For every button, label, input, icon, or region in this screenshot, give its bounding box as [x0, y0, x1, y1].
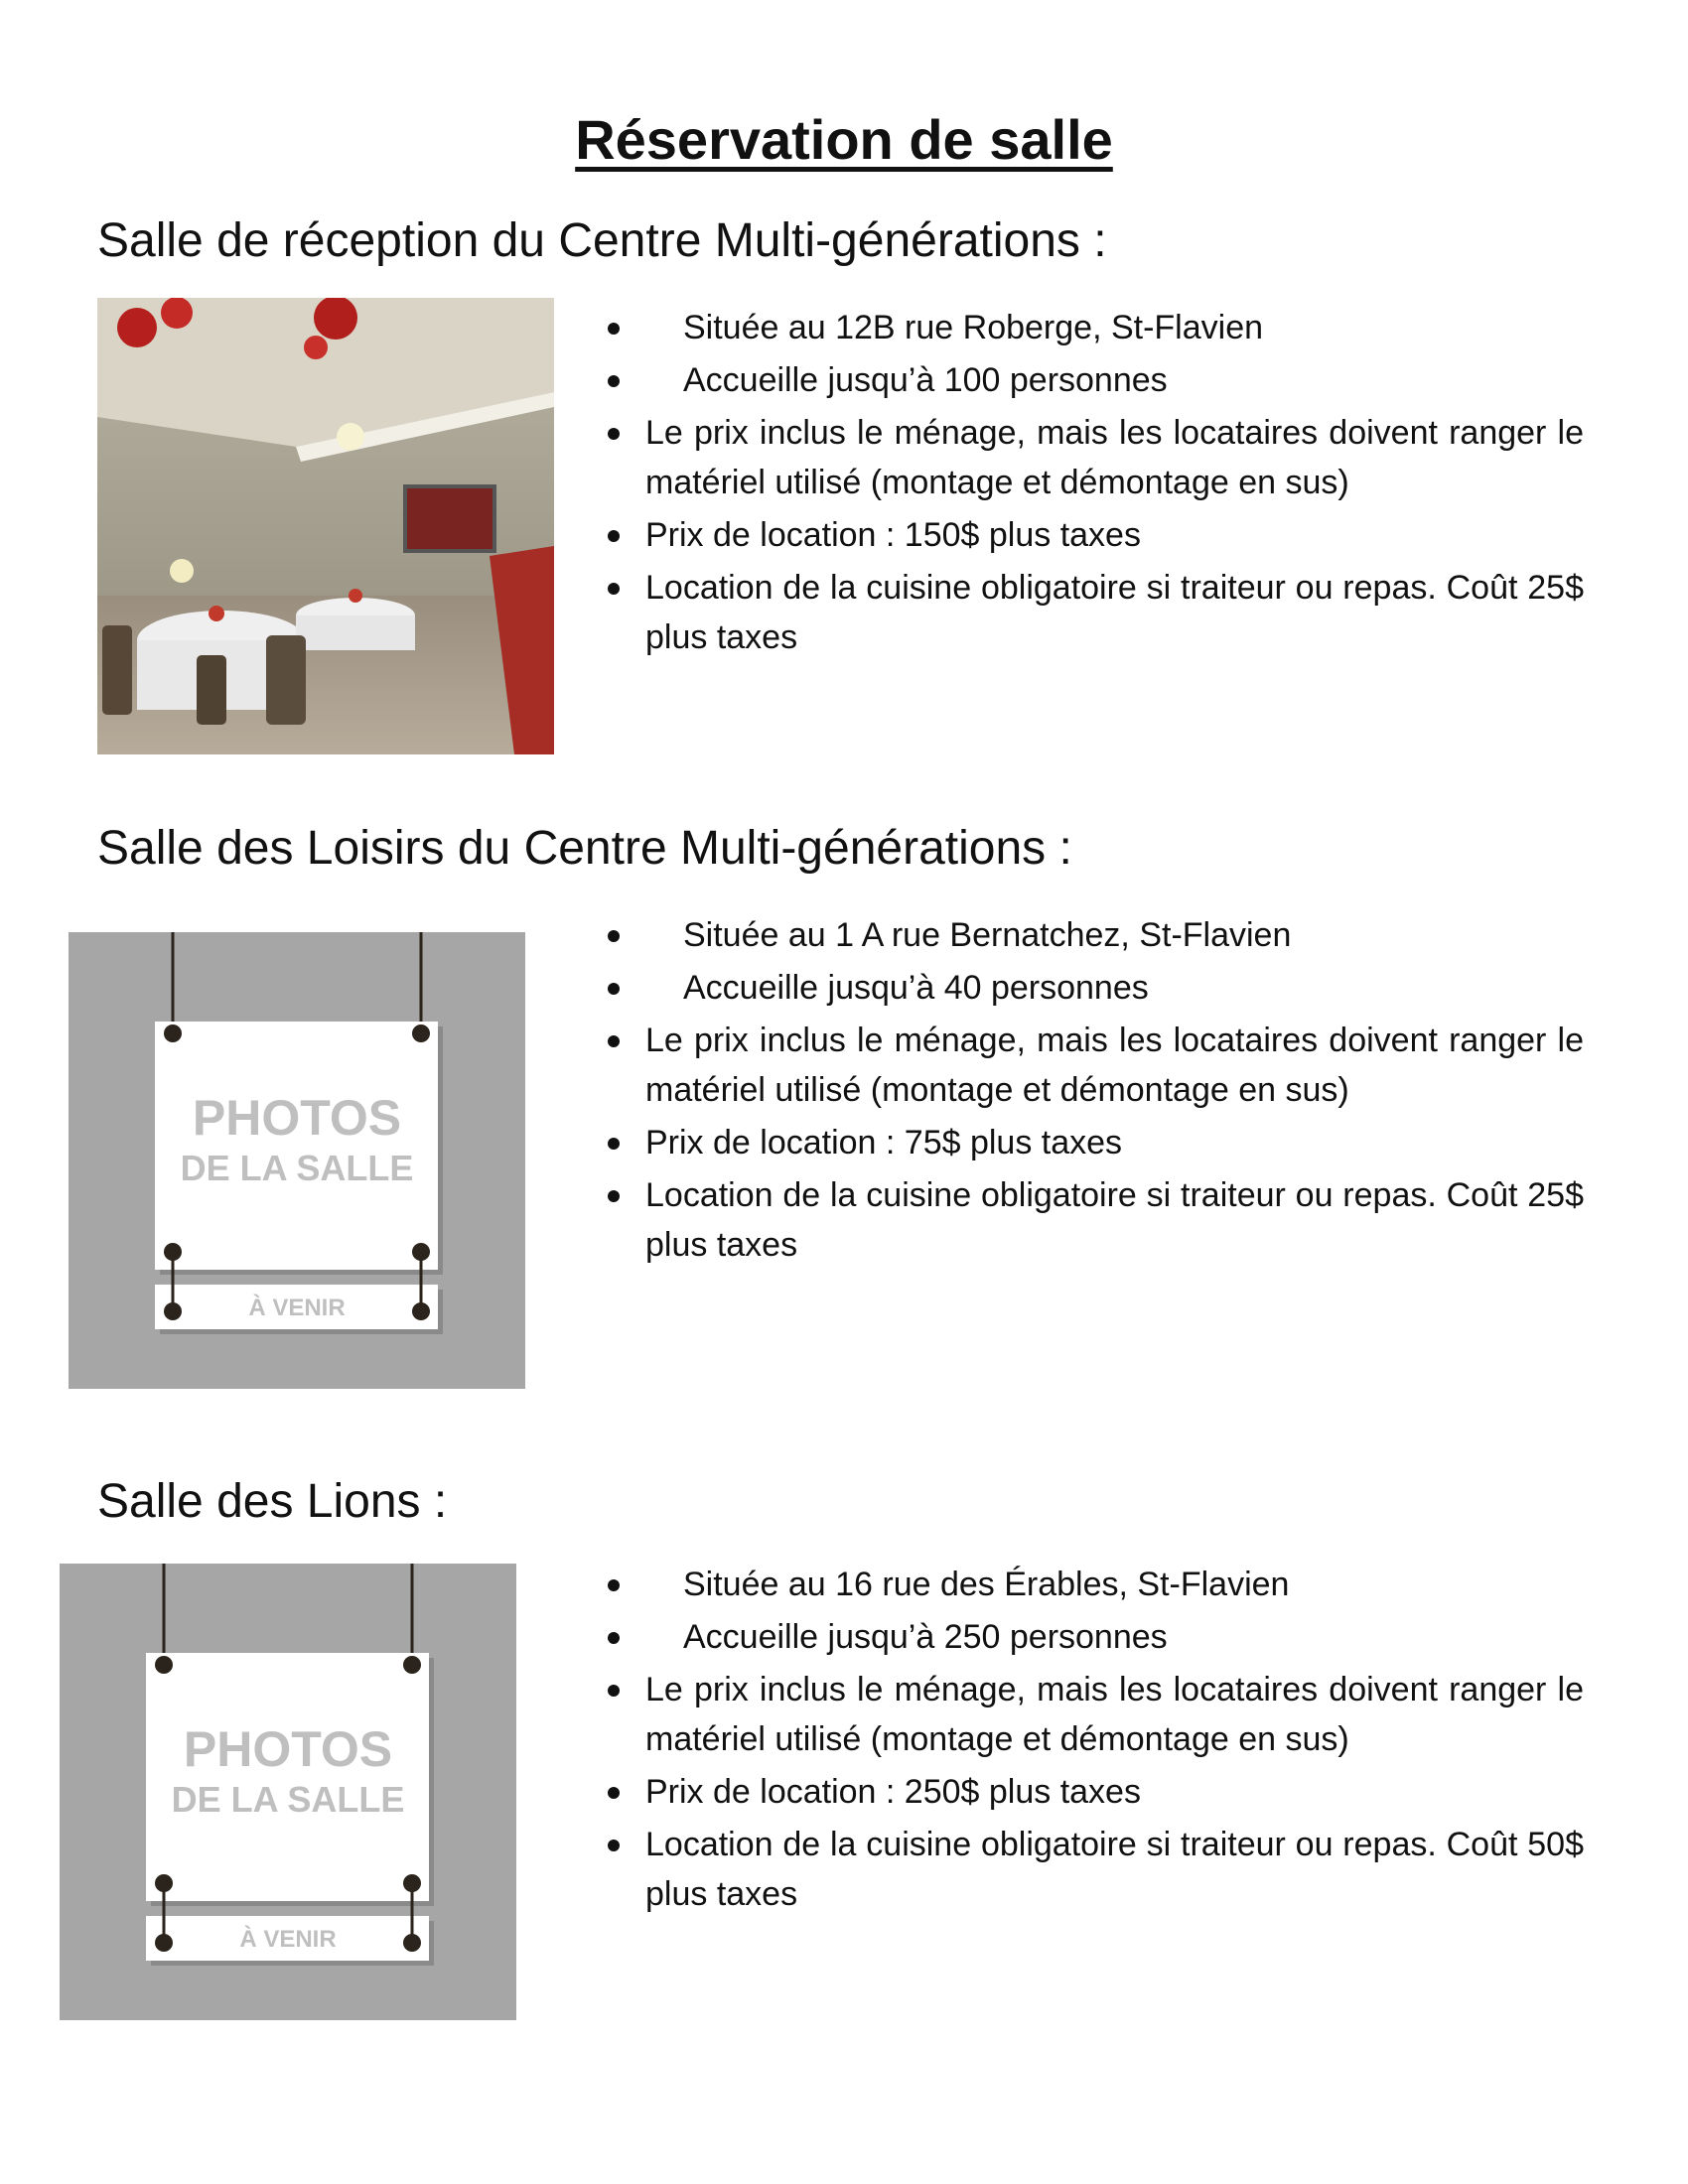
list-item: Située au 12B rue Roberge, St-Flavien [596, 303, 1584, 352]
placeholder-line2: DE LA SALLE [171, 1779, 405, 1820]
reception-details-list [596, 303, 1584, 665]
list-item: Le prix inclus le ménage, mais les locataires doivent ranger le matériel utilisé (montage et démontage en sus) [596, 1665, 1584, 1764]
list-item: Location de la cuisine obligatoire si traiteur ou repas. Coût 50$ plus taxes [596, 1820, 1584, 1919]
page-title: Réservation de salle [575, 108, 1113, 171]
placeholder-line1: PHOTOS [183, 1721, 393, 1777]
list-item: Location de la cuisine obligatoire si traiteur ou repas. Coût 25$ plus taxes [596, 1170, 1584, 1270]
list-item: Le prix inclus le ménage, mais les locataires doivent ranger le matériel utilisé (montage et démontage en sus) [596, 408, 1584, 507]
photo-placeholder [60, 1564, 516, 2020]
list-item: Située au 16 rue des Érables, St-Flavien [596, 1560, 1584, 1609]
list-item: Accueille jusqu’à 100 personnes [596, 355, 1584, 405]
list-item: Prix de location : 75$ plus taxes [596, 1118, 1584, 1167]
section-heading-lions: Salle des Lions : [97, 1475, 448, 1528]
list-item: Prix de location : 250$ plus taxes [596, 1767, 1584, 1817]
list-item: Prix de location : 150$ plus taxes [596, 510, 1584, 560]
loisirs-details-list [596, 910, 1584, 1273]
list-item: Accueille jusqu’à 250 personnes [596, 1612, 1584, 1662]
list-item: Située au 1 A rue Bernatchez, St-Flavien [596, 910, 1584, 960]
placeholder-line2: DE LA SALLE [180, 1148, 414, 1188]
list-item: Accueille jusqu’à 40 personnes [596, 963, 1584, 1013]
list-item: Le prix inclus le ménage, mais les locataires doivent ranger le matériel utilisé (montage et démontage en sus) [596, 1016, 1584, 1115]
photo-placeholder [69, 932, 525, 1389]
placeholder-line1: PHOTOS [192, 1090, 402, 1146]
section-heading-reception: Salle de réception du Centre Multi-générations : [97, 214, 1107, 267]
reception-hall-photo [97, 298, 554, 754]
section-heading-loisirs: Salle des Loisirs du Centre Multi-générations : [97, 822, 1072, 875]
lions-details-list [596, 1560, 1584, 1922]
placeholder-tag: À VENIR [248, 1295, 346, 1321]
placeholder-tag: À VENIR [239, 1926, 337, 1953]
list-item: Location de la cuisine obligatoire si traiteur ou repas. Coût 25$ plus taxes [596, 563, 1584, 662]
